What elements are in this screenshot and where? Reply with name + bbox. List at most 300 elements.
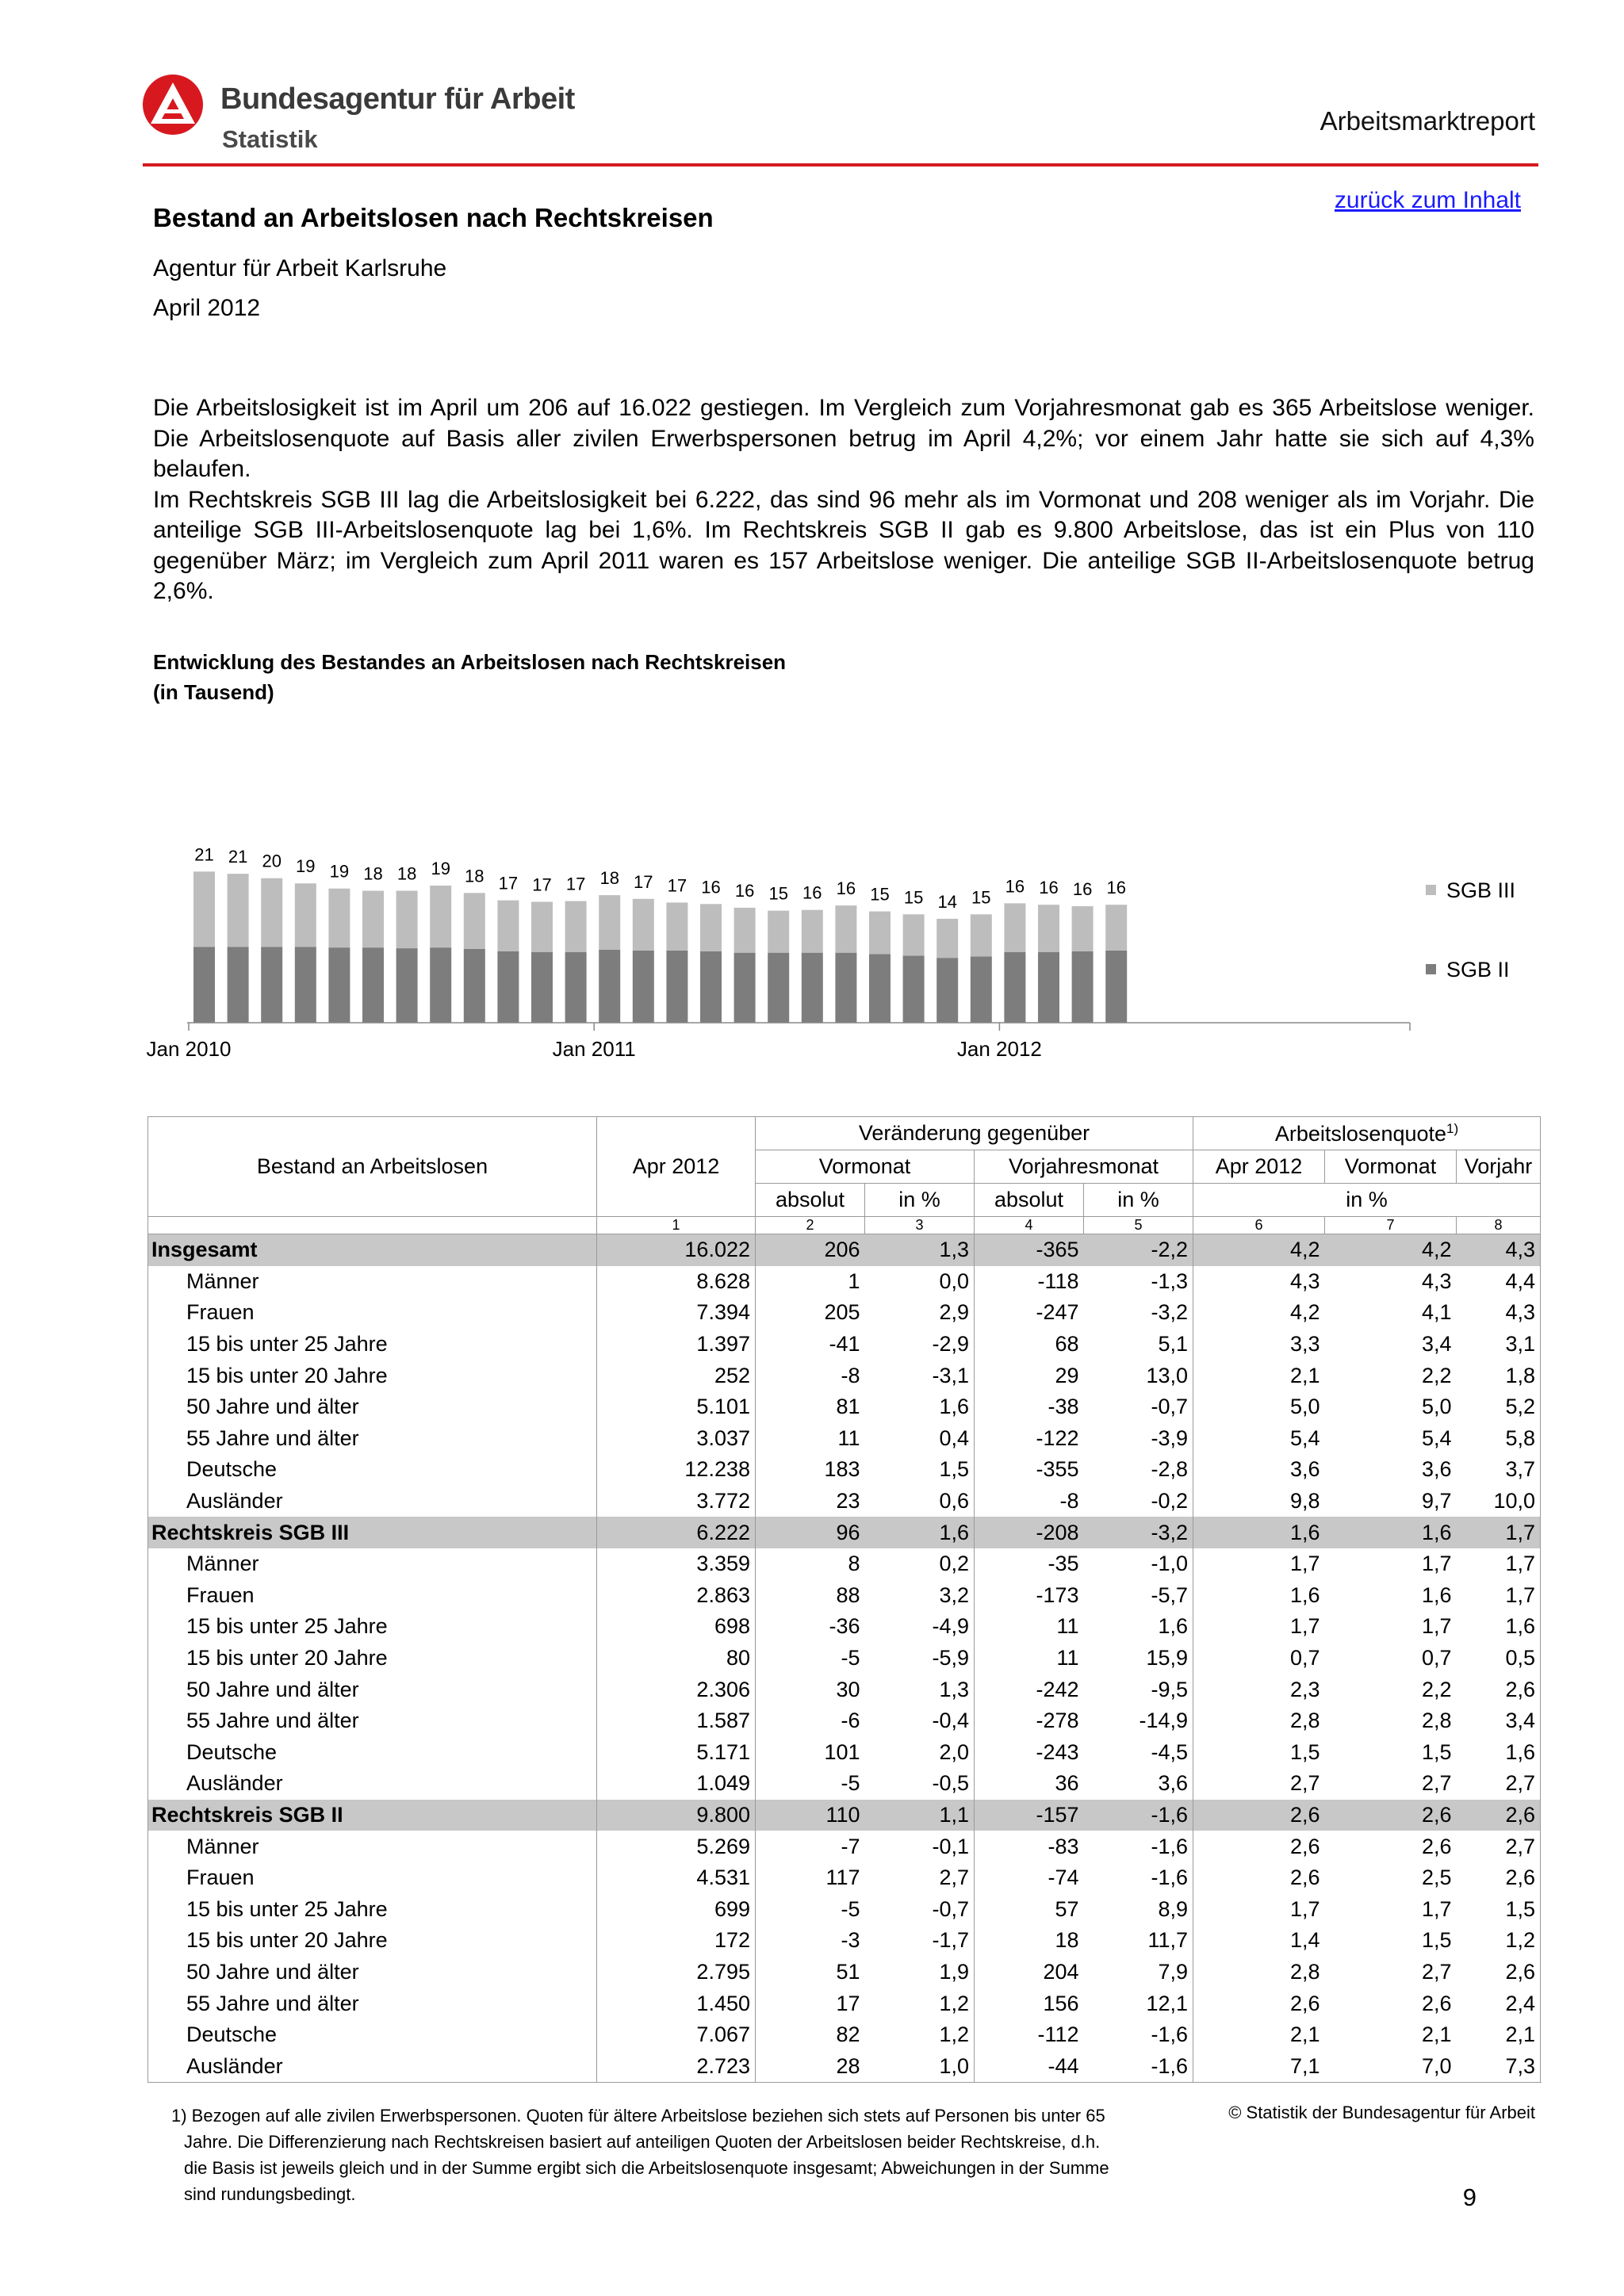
row-value: 2,7 <box>1421 1771 1452 1796</box>
total-data-label: 17 <box>565 874 586 894</box>
row-value: 3,7 <box>1457 1454 1541 1486</box>
table-row <box>148 1768 1541 1800</box>
row-value: 2,6 <box>1193 1831 1325 1862</box>
row-value: 2.863 <box>597 1580 756 1612</box>
bar-sgb3 <box>734 908 756 953</box>
row-label: 55 Jahre und älter <box>148 1705 597 1737</box>
page-title: Bestand an Arbeitslosen nach Rechtskreisen <box>153 203 714 232</box>
total-data-label: 14 <box>937 891 957 912</box>
row-value: 7,9 <box>1158 1959 1189 1984</box>
bar-sgb2 <box>1004 952 1025 1023</box>
bar-sgb3 <box>1072 906 1094 951</box>
row-value: 11 <box>756 1423 865 1455</box>
chart-title-unit: (in Tausend) <box>153 680 274 704</box>
bar-sgb3 <box>261 878 282 947</box>
column-number: 3 <box>865 1217 975 1234</box>
row-value: 18 <box>975 1925 1084 1957</box>
total-data-label: 16 <box>701 877 721 897</box>
row-value: 1,5 <box>1421 1739 1452 1764</box>
bar-sgb2 <box>295 947 316 1023</box>
row-value: 1,6 <box>865 1517 975 1548</box>
row-value: 13,0 <box>1146 1363 1189 1387</box>
bar-sgb3 <box>396 891 418 949</box>
bar-sgb3 <box>430 886 451 947</box>
total-data-label: 19 <box>329 861 350 882</box>
header-rate-group <box>1193 1117 1541 1150</box>
bar-sgb2 <box>1072 951 1094 1023</box>
row-value: 9.800 <box>597 1800 756 1831</box>
row-value: 5,0 <box>1421 1395 1452 1419</box>
bar-sgb2 <box>633 951 654 1023</box>
legend-label-sgb2: SGB II <box>1446 958 1510 982</box>
row-value: 2,0 <box>939 1739 969 1764</box>
row-value: 1,2 <box>939 1991 969 2015</box>
header-rate-current: Apr 2012 <box>1193 1150 1325 1184</box>
row-value: 2,8 <box>1421 1709 1452 1733</box>
row-value: 6.222 <box>597 1517 756 1548</box>
row-value: 156 <box>975 1988 1084 2019</box>
table-row <box>148 1548 1541 1580</box>
row-value: -112 <box>975 2019 1084 2051</box>
report-type: Arbeitsmarktreport <box>1320 106 1535 136</box>
bar-sgb3 <box>565 901 587 952</box>
row-value: 2,1 <box>1193 2019 1325 2051</box>
row-value: 7,0 <box>1325 2050 1457 2082</box>
row-value: 11 <box>975 1643 1084 1674</box>
row-value: -208 <box>975 1517 1084 1548</box>
row-value: -0,4 <box>932 1709 969 1733</box>
row-value: -1,6 <box>1084 1800 1193 1831</box>
row-value: 2,1 <box>1421 2022 1452 2047</box>
row-value: -0,2 <box>1151 1489 1189 1513</box>
row-label: Deutsche <box>148 2019 597 2051</box>
row-value: 4,2 <box>1193 1234 1325 1266</box>
row-value: -83 <box>975 1831 1084 1862</box>
row-value: 183 <box>756 1454 865 1486</box>
row-value: 1 <box>756 1266 865 1298</box>
column-number: 8 <box>1457 1217 1541 1234</box>
row-label: Frauen <box>148 1580 597 1612</box>
ba-logo-icon <box>143 75 203 135</box>
total-data-label: 20 <box>262 851 282 871</box>
row-value: 101 <box>756 1737 865 1769</box>
row-value: 3,6 <box>1421 1457 1452 1482</box>
total-data-label: 16 <box>1106 878 1126 898</box>
row-value: -3,2 <box>1084 1517 1193 1548</box>
row-value: 698 <box>597 1611 756 1643</box>
row-value: 36 <box>975 1768 1084 1800</box>
row-value: -5 <box>756 1643 865 1674</box>
table-row <box>148 1957 1541 1988</box>
row-value: 2,6 <box>1193 1800 1325 1831</box>
row-value: -3,2 <box>1151 1300 1189 1325</box>
row-value: 0,0 <box>939 1269 969 1293</box>
row-value: 2,7 <box>1457 1831 1541 1862</box>
row-value: 0,2 <box>939 1552 969 1576</box>
bar-sgb2 <box>835 953 856 1023</box>
row-value: 5,4 <box>1421 1425 1452 1450</box>
row-value: 4,3 <box>1193 1266 1325 1298</box>
row-value: 2,6 <box>1457 1674 1541 1705</box>
row-label: 15 bis unter 20 Jahre <box>148 1360 597 1391</box>
row-value: 2,8 <box>1193 1957 1325 1988</box>
header-unit-percent: in % <box>865 1184 975 1217</box>
row-value: 28 <box>756 2050 865 2082</box>
row-label: Ausländer <box>148 1486 597 1517</box>
bar-sgb3 <box>1004 903 1025 951</box>
table-row <box>148 1297 1541 1329</box>
row-value: 2.723 <box>597 2050 756 2082</box>
bar-sgb3 <box>295 883 316 947</box>
row-value: 1,3 <box>865 1234 975 1266</box>
row-label: 15 bis unter 20 Jahre <box>148 1925 597 1957</box>
row-value: 1.049 <box>597 1768 756 1800</box>
header-rate-prev-year: Vorjahr <box>1457 1150 1541 1184</box>
row-value: 7.067 <box>597 2019 756 2051</box>
row-value: 1,6 <box>1457 1737 1541 1769</box>
row-value: -242 <box>975 1674 1084 1705</box>
intro-paragraph: Im Rechtskreis SGB III lag die Arbeitslosigkeit bei 6.222, das sind 96 mehr als im Vormonat und 208 weniger als im Vorjahr. Die anteilige SGB III-Arbeitslosenquote lag bei 1,6%. Im Rechtskreis SGB II gab es 9.800 Arbeitslose, das ist ein Plus von 110 gegenüber März; im Vergleich zum April 2011 waren es 157 Arbeitslose weniger. Die anteilige SGB II-Arbeitslosenquote betrug 2,6%. <box>153 486 1534 604</box>
report-month: April 2012 <box>153 295 261 321</box>
row-value: 1,5 <box>1193 1737 1325 1769</box>
row-value: 1,1 <box>865 1800 975 1831</box>
total-data-label: 18 <box>363 863 383 884</box>
total-data-label: 17 <box>532 874 552 895</box>
row-value: 1.397 <box>597 1329 756 1360</box>
bar-sgb2 <box>1105 951 1127 1023</box>
table-row <box>148 1988 1541 2019</box>
bar-sgb2 <box>464 949 485 1023</box>
row-value: 1,6 <box>1457 1611 1541 1643</box>
row-value: 15,9 <box>1146 1646 1189 1670</box>
row-value: -38 <box>975 1391 1084 1423</box>
row-label: Ausländer <box>148 2050 597 2082</box>
org-name: Bundesagentur für Arbeit <box>220 82 575 116</box>
row-label: 15 bis unter 25 Jahre <box>148 1893 597 1925</box>
bar-sgb2 <box>700 951 722 1023</box>
bar-sgb3 <box>464 893 485 949</box>
row-value: 5,8 <box>1457 1423 1541 1455</box>
row-value: -0,7 <box>1151 1395 1189 1419</box>
bar-sgb2 <box>802 953 823 1023</box>
total-data-label: 15 <box>971 887 991 908</box>
row-value: 82 <box>756 2019 865 2051</box>
table-group-row <box>148 1517 1541 1548</box>
table-group-row <box>148 1800 1541 1831</box>
header-rate-prev-month: Vormonat <box>1325 1150 1457 1184</box>
row-value: 5.269 <box>597 1831 756 1862</box>
row-value: 0,4 <box>939 1425 969 1450</box>
total-data-label: 17 <box>634 871 653 892</box>
row-value: 252 <box>597 1360 756 1391</box>
row-value: 4,1 <box>1421 1300 1452 1325</box>
row-value: 1,6 <box>1325 1517 1457 1548</box>
row-value: -355 <box>975 1454 1084 1486</box>
row-value: 2,1 <box>1457 2019 1541 2051</box>
row-label: 15 bis unter 25 Jahre <box>148 1611 597 1643</box>
row-value: 1,6 <box>1193 1580 1325 1612</box>
row-value: 2,6 <box>1421 1834 1452 1858</box>
row-value: 2,6 <box>1325 1800 1457 1831</box>
row-value: 0,6 <box>939 1489 969 1513</box>
row-label: Männer <box>148 1266 597 1298</box>
row-label: 50 Jahre und älter <box>148 1674 597 1705</box>
row-value: 3.359 <box>597 1548 756 1580</box>
total-data-label: 16 <box>734 880 755 901</box>
bar-sgb3 <box>768 911 789 953</box>
row-value: -5 <box>756 1893 865 1925</box>
bar-sgb2 <box>869 955 891 1023</box>
total-data-label: 16 <box>1005 876 1025 897</box>
row-value: 5,4 <box>1193 1423 1325 1455</box>
row-value: 2,7 <box>1457 1768 1541 1800</box>
bar-sgb2 <box>430 947 451 1023</box>
row-value: -0,7 <box>932 1896 969 1921</box>
bar-sgb3 <box>903 914 925 955</box>
total-data-label: 21 <box>228 847 248 867</box>
row-value: 0,5 <box>1457 1643 1541 1674</box>
bar-sgb3 <box>531 901 553 951</box>
row-value: 2,4 <box>1457 1988 1541 2019</box>
row-value: 81 <box>756 1391 865 1423</box>
row-label: 15 bis unter 20 Jahre <box>148 1643 597 1674</box>
row-label: 50 Jahre und älter <box>148 1957 597 1988</box>
row-value: -122 <box>975 1423 1084 1455</box>
table-row <box>148 2050 1541 2082</box>
bar-sgb3 <box>700 904 722 951</box>
bar-sgb3 <box>193 871 215 947</box>
row-label: 55 Jahre und älter <box>148 1988 597 2019</box>
chart-title <box>153 647 786 707</box>
row-value: 2,3 <box>1193 1674 1325 1705</box>
row-value: -2,2 <box>1084 1234 1193 1266</box>
x-tick-label: Jan 2012 <box>956 1037 1042 1061</box>
row-value: 3,6 <box>1193 1454 1325 1486</box>
row-value: 1.587 <box>597 1705 756 1737</box>
stacked-bar-chart <box>0 817 1624 1078</box>
row-value: 3.037 <box>597 1423 756 1455</box>
row-value: 1,5 <box>1421 1928 1452 1953</box>
row-value: 4,2 <box>1325 1234 1457 1266</box>
row-value: 2,1 <box>1193 1360 1325 1391</box>
row-value: 17 <box>756 1988 865 2019</box>
row-value: 5,0 <box>1193 1391 1325 1423</box>
row-value: 204 <box>975 1957 1084 1988</box>
bar-sgb3 <box>1038 905 1059 952</box>
row-value: 2,9 <box>939 1300 969 1325</box>
row-value: 1,6 <box>1193 1517 1325 1548</box>
row-value: 2,2 <box>1421 1677 1452 1701</box>
row-value: 29 <box>975 1360 1084 1391</box>
row-value: 96 <box>756 1517 865 1548</box>
footnote-marker: 1) <box>1446 1120 1459 1136</box>
row-value: 4,3 <box>1457 1234 1541 1266</box>
row-label: Rechtskreis SGB II <box>148 1800 597 1831</box>
row-value: -7 <box>756 1831 865 1862</box>
row-value: 2,7 <box>939 1866 969 1890</box>
row-value: 51 <box>756 1957 865 1988</box>
row-value: 2,6 <box>1457 1957 1541 1988</box>
bar-sgb2 <box>193 947 215 1023</box>
legend-label-sgb3: SGB III <box>1446 878 1516 902</box>
row-value: 11,7 <box>1147 1928 1189 1953</box>
total-data-label: 17 <box>498 873 519 894</box>
row-value: 1,7 <box>1457 1517 1541 1548</box>
row-value: 1,6 <box>939 1395 969 1419</box>
table-row <box>148 1831 1541 1862</box>
total-data-label: 17 <box>667 875 688 896</box>
row-value: -3,1 <box>932 1363 969 1387</box>
row-value: -3,9 <box>1151 1425 1189 1450</box>
row-value: 68 <box>975 1329 1084 1360</box>
row-value: -44 <box>975 2050 1084 2082</box>
x-tick-label: Jan 2011 <box>552 1037 636 1061</box>
row-value: 7,1 <box>1193 2050 1325 2082</box>
row-value: 10,0 <box>1457 1486 1541 1517</box>
row-value: 1,4 <box>1193 1925 1325 1957</box>
column-number: 1 <box>597 1217 756 1234</box>
row-label: Männer <box>148 1548 597 1580</box>
table-row <box>148 1391 1541 1423</box>
column-number: 6 <box>1193 1217 1325 1234</box>
total-data-label: 15 <box>768 883 788 904</box>
table-row <box>148 1423 1541 1455</box>
row-value: 9,7 <box>1421 1489 1452 1513</box>
row-value: 12.238 <box>597 1454 756 1486</box>
row-value: 8.628 <box>597 1266 756 1298</box>
row-value: -41 <box>756 1329 865 1360</box>
row-value: 5,1 <box>1158 1332 1189 1357</box>
bar-sgb3 <box>666 902 688 950</box>
header-prev-year: Vorjahresmonat <box>975 1150 1193 1184</box>
bar-sgb2 <box>971 956 992 1023</box>
bar-sgb2 <box>599 950 620 1023</box>
row-value: 3.772 <box>597 1486 756 1517</box>
row-value: 1,5 <box>939 1457 969 1482</box>
row-label: Insgesamt <box>148 1234 597 1266</box>
row-value: 117 <box>756 1862 865 1894</box>
row-value: 7,3 <box>1457 2050 1541 2082</box>
row-value: 3,6 <box>1158 1771 1189 1796</box>
table-row <box>148 1454 1541 1486</box>
bar-sgb3 <box>835 905 856 953</box>
row-value: 1,3 <box>939 1677 969 1701</box>
row-value: -4,5 <box>1151 1739 1189 1764</box>
row-value: 1,7 <box>1421 1614 1452 1639</box>
bar-sgb3 <box>869 912 891 955</box>
header-unit-absolute: absolut <box>756 1184 865 1217</box>
row-value: 2,7 <box>1193 1768 1325 1800</box>
row-value: 1.450 <box>597 1988 756 2019</box>
header-unit-percent: in % <box>1193 1184 1541 1217</box>
row-value: 5.101 <box>597 1391 756 1423</box>
total-data-label: 21 <box>194 844 214 865</box>
row-value: 9,8 <box>1193 1486 1325 1517</box>
header-change-group: Veränderung gegenüber <box>756 1117 1193 1150</box>
row-value: 4,3 <box>1457 1297 1541 1329</box>
total-data-label: 15 <box>903 887 924 908</box>
row-value: -35 <box>975 1548 1084 1580</box>
bar-sgb2 <box>531 952 553 1023</box>
row-value: -1,6 <box>1151 1834 1189 1858</box>
row-value: -173 <box>975 1580 1084 1612</box>
row-value: 699 <box>597 1893 756 1925</box>
back-to-contents-link[interactable]: zurück zum Inhalt <box>1334 187 1521 213</box>
row-value: 110 <box>756 1800 865 1831</box>
row-value: 7.394 <box>597 1297 756 1329</box>
row-value: 1,2 <box>1457 1925 1541 1957</box>
legend-swatch-sgb2 <box>1426 964 1436 974</box>
bar-sgb2 <box>565 952 587 1023</box>
row-value: -3 <box>756 1925 865 1957</box>
bar-sgb2 <box>734 953 756 1023</box>
row-value: 0,7 <box>1421 1646 1452 1670</box>
bar-sgb3 <box>497 901 519 951</box>
page-number: 9 <box>1462 2183 1477 2211</box>
row-value: 1,6 <box>1421 1582 1452 1607</box>
row-value: -278 <box>975 1705 1084 1737</box>
table-row <box>148 2019 1541 2051</box>
row-value: -1,7 <box>932 1928 969 1953</box>
table-row <box>148 1486 1541 1517</box>
row-value: 2,7 <box>1421 1959 1452 1984</box>
total-data-label: 16 <box>802 882 822 903</box>
table-row <box>148 1329 1541 1360</box>
row-value: 1,6 <box>1158 1614 1189 1639</box>
table-row <box>148 1737 1541 1769</box>
legend-swatch-sgb3 <box>1426 885 1436 895</box>
row-value: 2,6 <box>1457 1800 1541 1831</box>
row-label: Rechtskreis SGB III <box>148 1517 597 1548</box>
row-value: 2,5 <box>1421 1866 1452 1890</box>
column-number-blank <box>148 1217 597 1234</box>
table-row <box>148 1643 1541 1674</box>
org-subtitle: Statistik <box>222 125 318 153</box>
row-value: -1,6 <box>1151 2022 1189 2047</box>
column-number: 2 <box>756 1217 865 1234</box>
row-label: Frauen <box>148 1862 597 1894</box>
row-label: Männer <box>148 1831 597 1862</box>
total-data-label: 15 <box>870 884 890 905</box>
row-label: Deutsche <box>148 1454 597 1486</box>
row-value: -1,6 <box>1084 2050 1193 2082</box>
bar-sgb3 <box>1105 905 1127 951</box>
row-value: -0,5 <box>932 1771 969 1796</box>
row-value: -243 <box>975 1737 1084 1769</box>
row-value: -9,5 <box>1151 1677 1189 1701</box>
row-value: 3,2 <box>939 1582 969 1607</box>
row-value: -5,7 <box>1151 1582 1189 1607</box>
header-rate-label: Arbeitslosenquote <box>1274 1121 1447 1146</box>
row-value: -6 <box>756 1705 865 1737</box>
row-value: 1,7 <box>1421 1552 1452 1576</box>
total-data-label: 18 <box>396 863 417 884</box>
row-value: 172 <box>597 1925 756 1957</box>
row-label: Deutsche <box>148 1737 597 1769</box>
bar-sgb3 <box>228 874 249 947</box>
bar-sgb3 <box>328 889 350 947</box>
row-value: 3,4 <box>1421 1332 1452 1357</box>
copyright: © Statistik der Bundesagentur für Arbeit <box>1228 2103 1535 2122</box>
row-value: -157 <box>975 1800 1084 1831</box>
row-value: 1,8 <box>1457 1360 1541 1391</box>
column-number: 5 <box>1084 1217 1193 1234</box>
table-row <box>148 1862 1541 1894</box>
row-value: 1,9 <box>939 1959 969 1984</box>
intro-text <box>153 393 1534 607</box>
row-label: 55 Jahre und älter <box>148 1423 597 1455</box>
row-value: -247 <box>975 1297 1084 1329</box>
